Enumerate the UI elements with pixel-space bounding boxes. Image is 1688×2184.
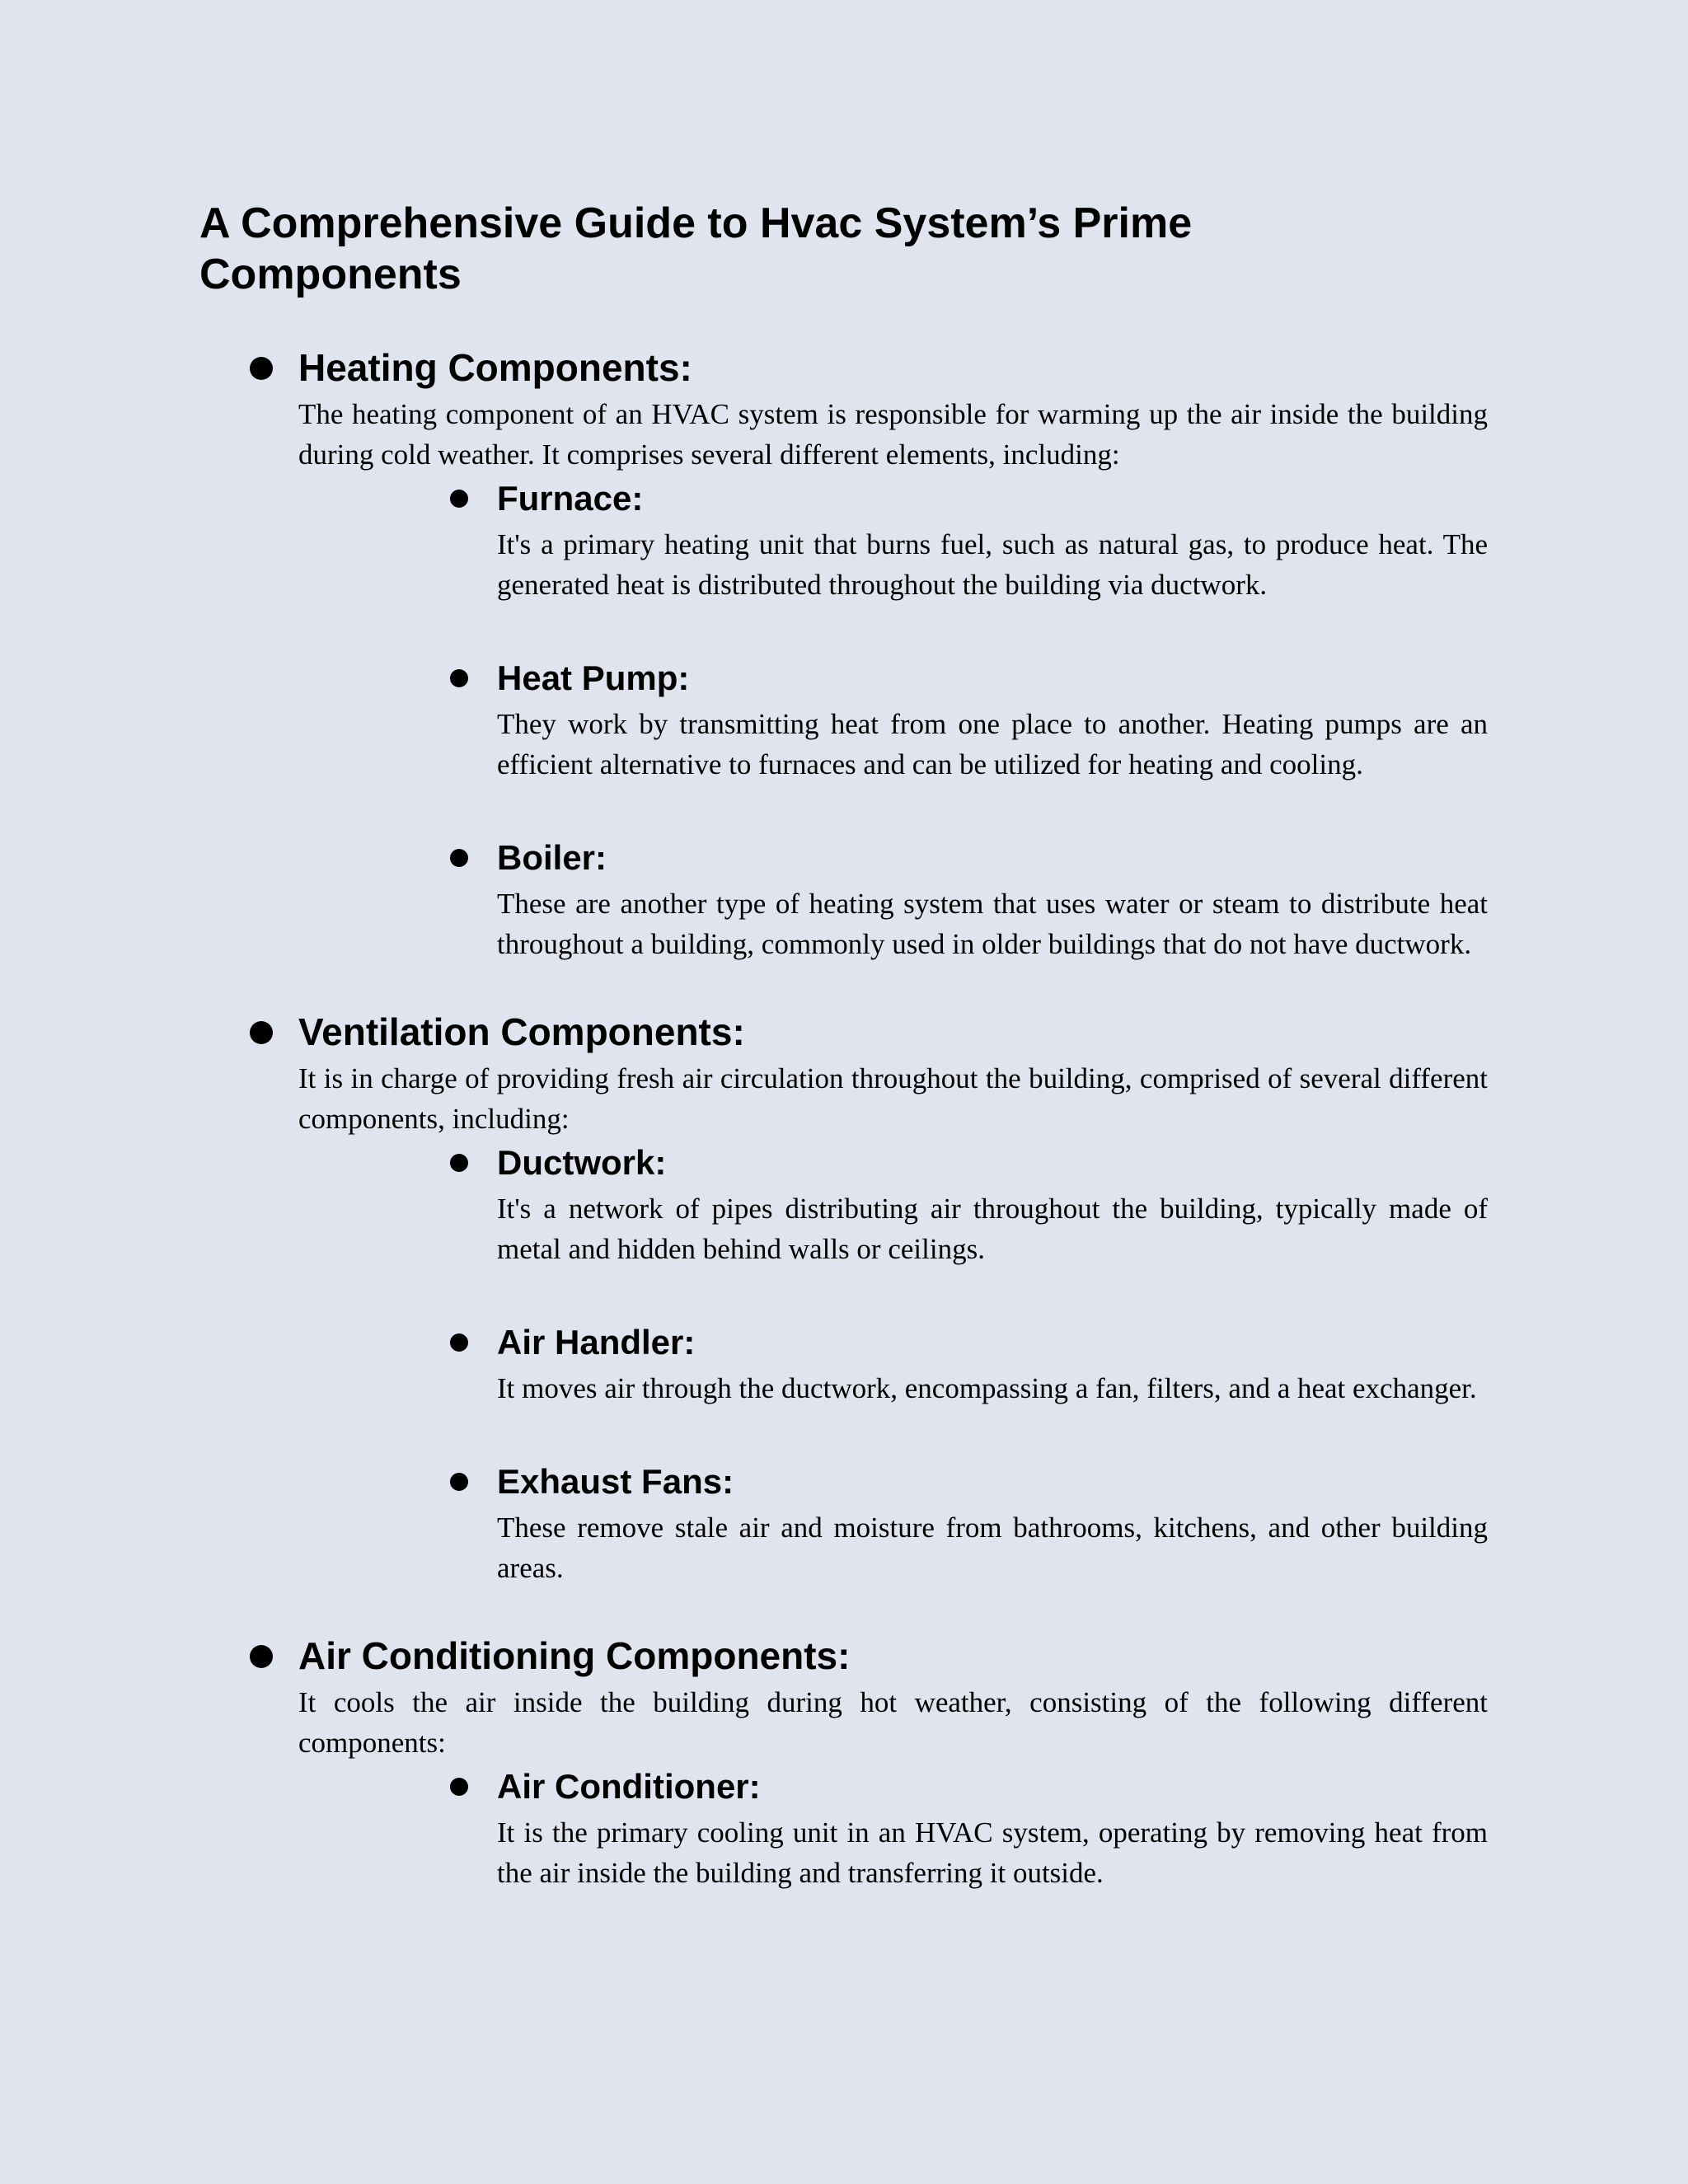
- item-text: These are another type of heating system that uses water or steam to distribute heat throughout a building, commonly used in older buildings that do not have ductwork.: [497, 888, 1488, 960]
- bullet-icon: [450, 490, 468, 508]
- page-title: A Comprehensive Guide to Hvac System’s Prime Components: [199, 199, 1193, 298]
- list-item-heat-pump: [497, 654, 1488, 785]
- item-heading: Air Conditioner:: [497, 1767, 761, 1806]
- section-air-conditioning: [298, 1631, 1488, 1893]
- bullet-icon: [450, 849, 468, 867]
- bullet-icon: [250, 357, 273, 380]
- section-intro: It cools the air inside the building during hot weather, consisting of the following different components:: [298, 1686, 1488, 1759]
- list-item-boiler: [497, 834, 1488, 964]
- section-intro: It is in charge of providing fresh air circulation throughout the building, comprised of several different components, including:: [298, 1062, 1488, 1135]
- list-item-air-conditioner: [497, 1763, 1488, 1893]
- item-text: They work by transmitting heat from one place to another. Heating pumps are an efficient alternative to furnaces and can be utilized for heating and cooling.: [497, 708, 1488, 780]
- list-item-air-handler: [497, 1319, 1488, 1408]
- section-ventilation: [298, 1007, 1488, 1588]
- list-item-ductwork: [497, 1139, 1488, 1269]
- item-heading: Ductwork:: [497, 1143, 667, 1182]
- bullet-icon: [450, 1778, 468, 1796]
- bullet-icon: [450, 669, 468, 687]
- section-heading: Air Conditioning Components:: [298, 1634, 851, 1677]
- section-intro: The heating component of an HVAC system is responsible for warming up the air inside the building during cold weather. It comprises several different elements, including:: [298, 398, 1488, 471]
- bullet-icon: [250, 1021, 273, 1044]
- item-heading: Furnace:: [497, 479, 644, 518]
- list-item-furnace: [497, 475, 1488, 605]
- item-heading: Exhaust Fans:: [497, 1462, 734, 1501]
- section-heating: [298, 343, 1488, 964]
- section-heading: Ventilation Components:: [298, 1010, 745, 1053]
- item-text: It's a network of pipes distributing air throughout the building, typically made of metal and hidden behind walls or ceilings.: [497, 1193, 1488, 1265]
- bullet-icon: [450, 1333, 468, 1352]
- item-heading: Air Handler:: [497, 1323, 696, 1361]
- item-text: It is the primary cooling unit in an HVAC system, operating by removing heat from the air inside the building and transferring it outside.: [497, 1816, 1488, 1889]
- section-heading: Heating Components:: [298, 346, 692, 389]
- document-page: [199, 198, 1488, 1893]
- bullet-icon: [450, 1154, 468, 1172]
- item-text: It's a primary heating unit that burns fuel, such as natural gas, to produce heat. The generated heat is distributed throughout the building via ductwork.: [497, 528, 1488, 601]
- bullet-icon: [450, 1473, 468, 1491]
- item-text: These remove stale air and moisture from bathrooms, kitchens, and other building areas.: [497, 1511, 1488, 1584]
- item-heading: Boiler:: [497, 838, 607, 877]
- bullet-icon: [250, 1645, 273, 1668]
- item-text: It moves air through the ductwork, encompassing a fan, filters, and a heat exchanger.: [497, 1372, 1477, 1404]
- list-item-exhaust-fans: [497, 1458, 1488, 1588]
- item-heading: Heat Pump:: [497, 658, 690, 697]
